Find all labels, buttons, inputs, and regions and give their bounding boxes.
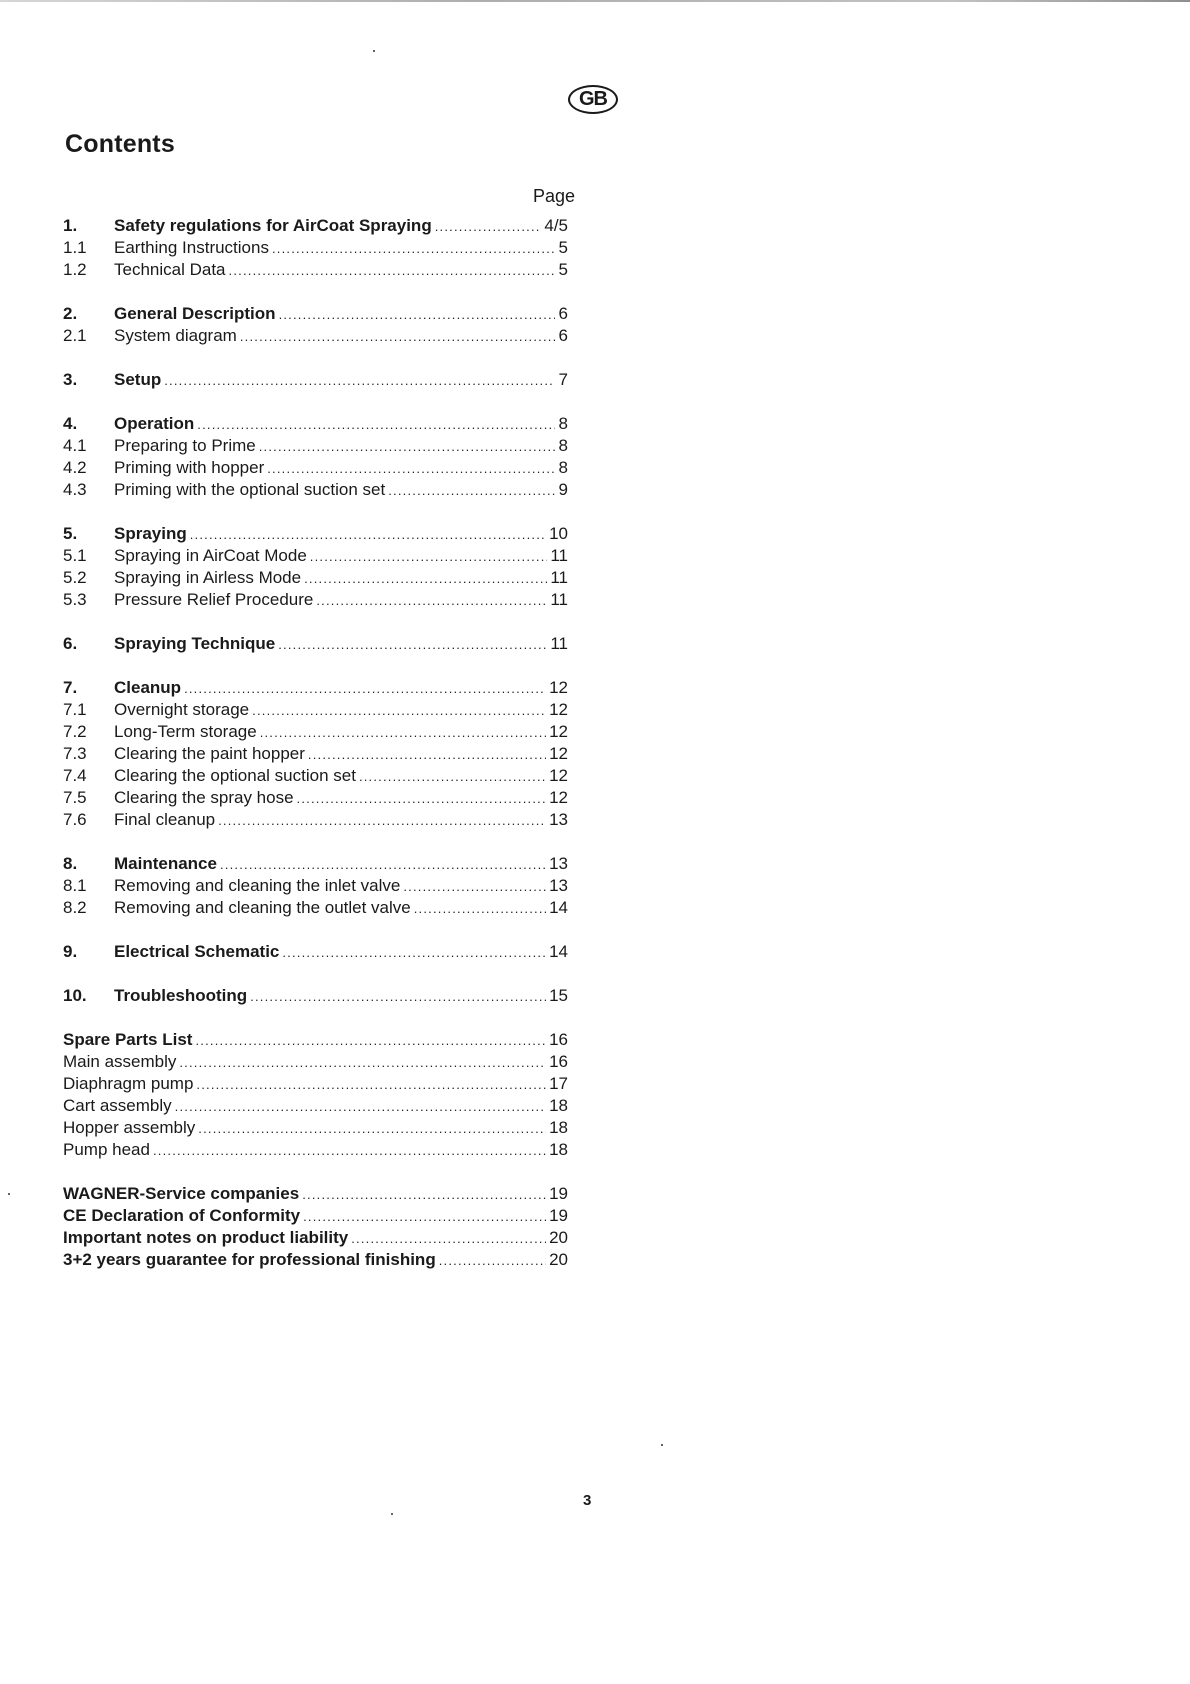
toc-page: 12 xyxy=(549,678,568,697)
toc-page: 18 xyxy=(549,1118,568,1137)
dot-leader xyxy=(304,568,547,590)
dot-leader xyxy=(279,304,555,326)
scan-speck xyxy=(661,1444,663,1446)
dot-leader xyxy=(252,700,546,722)
toc-page: 12 xyxy=(549,744,568,763)
toc-number: 7.6 xyxy=(63,810,87,829)
dot-leader xyxy=(164,370,555,392)
dot-leader xyxy=(197,414,555,436)
toc-entry[interactable] xyxy=(63,1205,568,1227)
toc-title: Important notes on product liability xyxy=(63,1228,349,1247)
toc-title: Clearing the paint hopper xyxy=(114,744,305,763)
toc-page: 19 xyxy=(549,1184,568,1203)
toc-page: 14 xyxy=(549,942,568,961)
dot-leader xyxy=(282,942,546,964)
toc-number: 8.1 xyxy=(63,876,87,895)
toc-title: Pump head xyxy=(63,1140,150,1159)
toc-entry[interactable] xyxy=(63,699,568,721)
toc-number: 5.1 xyxy=(63,546,87,565)
dot-leader xyxy=(198,1118,546,1140)
toc-number: 7.5 xyxy=(63,788,87,807)
toc-page: 13 xyxy=(549,810,568,829)
toc-number: 1. xyxy=(63,216,78,235)
dot-leader xyxy=(297,788,547,810)
dot-leader xyxy=(310,546,548,568)
toc-entry[interactable] xyxy=(63,941,568,963)
toc-title: Overnight storage xyxy=(114,700,250,719)
toc-entry[interactable] xyxy=(63,325,568,347)
scan-top-edge xyxy=(0,0,1190,2)
page-column-label: Page xyxy=(533,186,576,206)
toc-title: Cleanup xyxy=(114,678,182,697)
toc-page: 18 xyxy=(549,1096,568,1115)
dot-leader xyxy=(308,744,546,766)
toc-entry[interactable] xyxy=(63,1117,568,1139)
toc-entry[interactable] xyxy=(63,1051,568,1073)
dot-leader xyxy=(195,1030,546,1052)
toc-page: 4/5 xyxy=(544,216,568,235)
toc-page: 12 xyxy=(549,700,568,719)
toc-page: 13 xyxy=(549,854,568,873)
scan-speck xyxy=(8,1193,10,1195)
toc-entry[interactable] xyxy=(63,985,568,1007)
toc-entry[interactable] xyxy=(63,853,568,875)
toc-title: Operation xyxy=(114,414,195,433)
toc-title: Earthing Instructions xyxy=(114,238,269,257)
toc-entry[interactable] xyxy=(63,1095,568,1117)
dot-leader xyxy=(184,678,546,700)
toc-title: Priming with the optional suction set xyxy=(114,480,386,499)
toc-entry[interactable] xyxy=(63,1029,568,1051)
dot-leader xyxy=(388,480,555,502)
dot-leader xyxy=(439,1250,546,1272)
toc-page: 11 xyxy=(550,634,568,653)
toc-title: Main assembly xyxy=(63,1052,177,1071)
toc-page: 12 xyxy=(549,722,568,741)
toc-title: Electrical Schematic xyxy=(114,942,280,961)
dot-leader xyxy=(359,766,546,788)
toc-number: 4.2 xyxy=(63,458,87,477)
toc-page: 14 xyxy=(549,898,568,917)
dot-leader xyxy=(403,876,546,898)
toc-number: 4.3 xyxy=(63,480,87,499)
toc-number: 8.2 xyxy=(63,898,87,917)
toc-entry[interactable] xyxy=(63,1227,568,1249)
toc-page: 12 xyxy=(549,788,568,807)
toc-entry[interactable] xyxy=(63,435,568,457)
dot-leader xyxy=(272,238,555,260)
toc-entry[interactable] xyxy=(63,237,568,259)
toc-page: 11 xyxy=(550,590,568,609)
toc-title: 3+2 years guarantee for professional finishing xyxy=(63,1250,436,1269)
toc-title: Technical Data xyxy=(114,260,226,279)
toc-page: 19 xyxy=(549,1206,568,1225)
toc-entry[interactable] xyxy=(63,875,568,897)
toc-number: 6. xyxy=(63,634,78,653)
toc-title: Diaphragm pump xyxy=(63,1074,194,1093)
toc-number: 4.1 xyxy=(63,436,87,455)
toc-title: Troubleshooting xyxy=(114,986,248,1005)
toc-entry[interactable] xyxy=(63,369,568,391)
toc-title: Safety regulations for AirCoat Spraying xyxy=(114,216,432,235)
toc-entry[interactable] xyxy=(63,545,568,567)
toc-title: Spraying xyxy=(114,524,187,543)
toc-title: Maintenance xyxy=(114,854,217,873)
toc-page: 9 xyxy=(558,480,568,499)
dot-leader xyxy=(175,1096,546,1118)
dot-leader xyxy=(153,1140,546,1162)
toc-entry[interactable] xyxy=(63,303,568,325)
dot-leader xyxy=(259,436,555,458)
toc-page: 16 xyxy=(549,1052,568,1071)
toc-number: 1.1 xyxy=(63,238,87,257)
toc-title: Clearing the optional suction set xyxy=(114,766,356,785)
toc-page: 12 xyxy=(549,766,568,785)
toc-page: 17 xyxy=(549,1074,568,1093)
toc-page: 20 xyxy=(549,1228,568,1247)
toc-title: CE Declaration of Conformity xyxy=(63,1206,301,1225)
toc-entry[interactable] xyxy=(63,259,568,281)
toc-title: Hopper assembly xyxy=(63,1118,196,1137)
toc-title: Long-Term storage xyxy=(114,722,257,741)
language-badge: GB xyxy=(568,85,618,114)
toc-title: Spraying Technique xyxy=(114,634,276,653)
toc-entry[interactable] xyxy=(63,1139,568,1161)
toc-title: WAGNER-Service companies xyxy=(63,1184,300,1203)
toc-title: Priming with hopper xyxy=(114,458,265,477)
toc-page: 10 xyxy=(549,524,568,543)
dot-leader xyxy=(220,854,546,876)
page-number: 3 xyxy=(583,1492,592,1509)
page-title: Contents xyxy=(65,130,175,158)
toc-title: Preparing to Prime xyxy=(114,436,256,455)
toc-title: Setup xyxy=(114,370,162,389)
table-of-contents xyxy=(63,215,568,1271)
toc-title: Spraying in Airless Mode xyxy=(114,568,302,587)
toc-page: 11 xyxy=(550,568,568,587)
dot-leader xyxy=(302,1184,546,1206)
toc-entry[interactable] xyxy=(63,479,568,501)
dot-leader xyxy=(190,524,546,546)
toc-title: Spraying in AirCoat Mode xyxy=(114,546,307,565)
toc-entry[interactable] xyxy=(63,457,568,479)
scan-speck xyxy=(391,1513,393,1515)
toc-page: 13 xyxy=(549,876,568,895)
toc-entry[interactable] xyxy=(63,633,568,655)
toc-page: 7 xyxy=(558,370,568,389)
toc-page: 20 xyxy=(549,1250,568,1269)
dot-leader xyxy=(229,260,555,282)
toc-number: 8. xyxy=(63,854,78,873)
toc-page: 8 xyxy=(558,436,568,455)
toc-entry[interactable] xyxy=(63,809,568,831)
toc-number: 10. xyxy=(63,986,87,1005)
toc-number: 7.3 xyxy=(63,744,87,763)
toc-entry[interactable] xyxy=(63,743,568,765)
toc-title: Spare Parts List xyxy=(63,1030,193,1049)
toc-entry[interactable] xyxy=(63,1183,568,1205)
toc-title: Final cleanup xyxy=(114,810,216,829)
dot-leader xyxy=(435,216,542,238)
toc-number: 7.1 xyxy=(63,700,87,719)
dot-leader xyxy=(278,634,547,656)
dot-leader xyxy=(267,458,555,480)
toc-entry[interactable] xyxy=(63,567,568,589)
toc-page: 16 xyxy=(549,1030,568,1049)
dot-leader xyxy=(414,898,546,920)
toc-title: General Description xyxy=(114,304,276,323)
toc-number: 5. xyxy=(63,524,78,543)
toc-number: 1.2 xyxy=(63,260,87,279)
toc-page: 6 xyxy=(558,326,568,345)
scan-speck xyxy=(373,50,375,52)
dot-leader xyxy=(218,810,546,832)
dot-leader xyxy=(250,986,546,1008)
toc-entry[interactable] xyxy=(63,765,568,787)
toc-page: 15 xyxy=(549,986,568,1005)
toc-entry[interactable] xyxy=(63,721,568,743)
toc-number: 7.2 xyxy=(63,722,87,741)
dot-leader xyxy=(240,326,555,348)
toc-title: Removing and cleaning the outlet valve xyxy=(114,898,411,917)
toc-title: Removing and cleaning the inlet valve xyxy=(114,876,401,895)
toc-page: 8 xyxy=(558,458,568,477)
toc-page: 8 xyxy=(558,414,568,433)
toc-number: 4. xyxy=(63,414,78,433)
toc-entry[interactable] xyxy=(63,1249,568,1271)
toc-page: 5 xyxy=(558,260,568,279)
toc-number: 5.3 xyxy=(63,590,87,609)
dot-leader xyxy=(351,1228,546,1250)
toc-number: 2. xyxy=(63,304,78,323)
toc-title: Pressure Relief Procedure xyxy=(114,590,314,609)
toc-entry[interactable] xyxy=(63,523,568,545)
toc-entry[interactable] xyxy=(63,215,568,237)
dot-leader xyxy=(260,722,546,744)
toc-entry[interactable] xyxy=(63,787,568,809)
toc-number: 9. xyxy=(63,942,78,961)
toc-entry[interactable] xyxy=(63,1073,568,1095)
toc-page: 18 xyxy=(549,1140,568,1159)
dot-leader xyxy=(179,1052,546,1074)
toc-entry[interactable] xyxy=(63,677,568,699)
dot-leader xyxy=(316,590,547,612)
toc-page: 5 xyxy=(558,238,568,257)
toc-entry[interactable] xyxy=(63,897,568,919)
toc-number: 7. xyxy=(63,678,78,697)
toc-page: 11 xyxy=(550,546,568,565)
toc-number: 5.2 xyxy=(63,568,87,587)
toc-title: Cart assembly xyxy=(63,1096,172,1115)
toc-entry[interactable] xyxy=(63,413,568,435)
dot-leader xyxy=(303,1206,546,1228)
toc-title: Clearing the spray hose xyxy=(114,788,294,807)
toc-number: 3. xyxy=(63,370,78,389)
dot-leader xyxy=(196,1074,546,1096)
toc-entry[interactable] xyxy=(63,589,568,611)
toc-page: 6 xyxy=(558,304,568,323)
toc-title: System diagram xyxy=(114,326,237,345)
toc-number: 2.1 xyxy=(63,326,87,345)
toc-number: 7.4 xyxy=(63,766,87,785)
